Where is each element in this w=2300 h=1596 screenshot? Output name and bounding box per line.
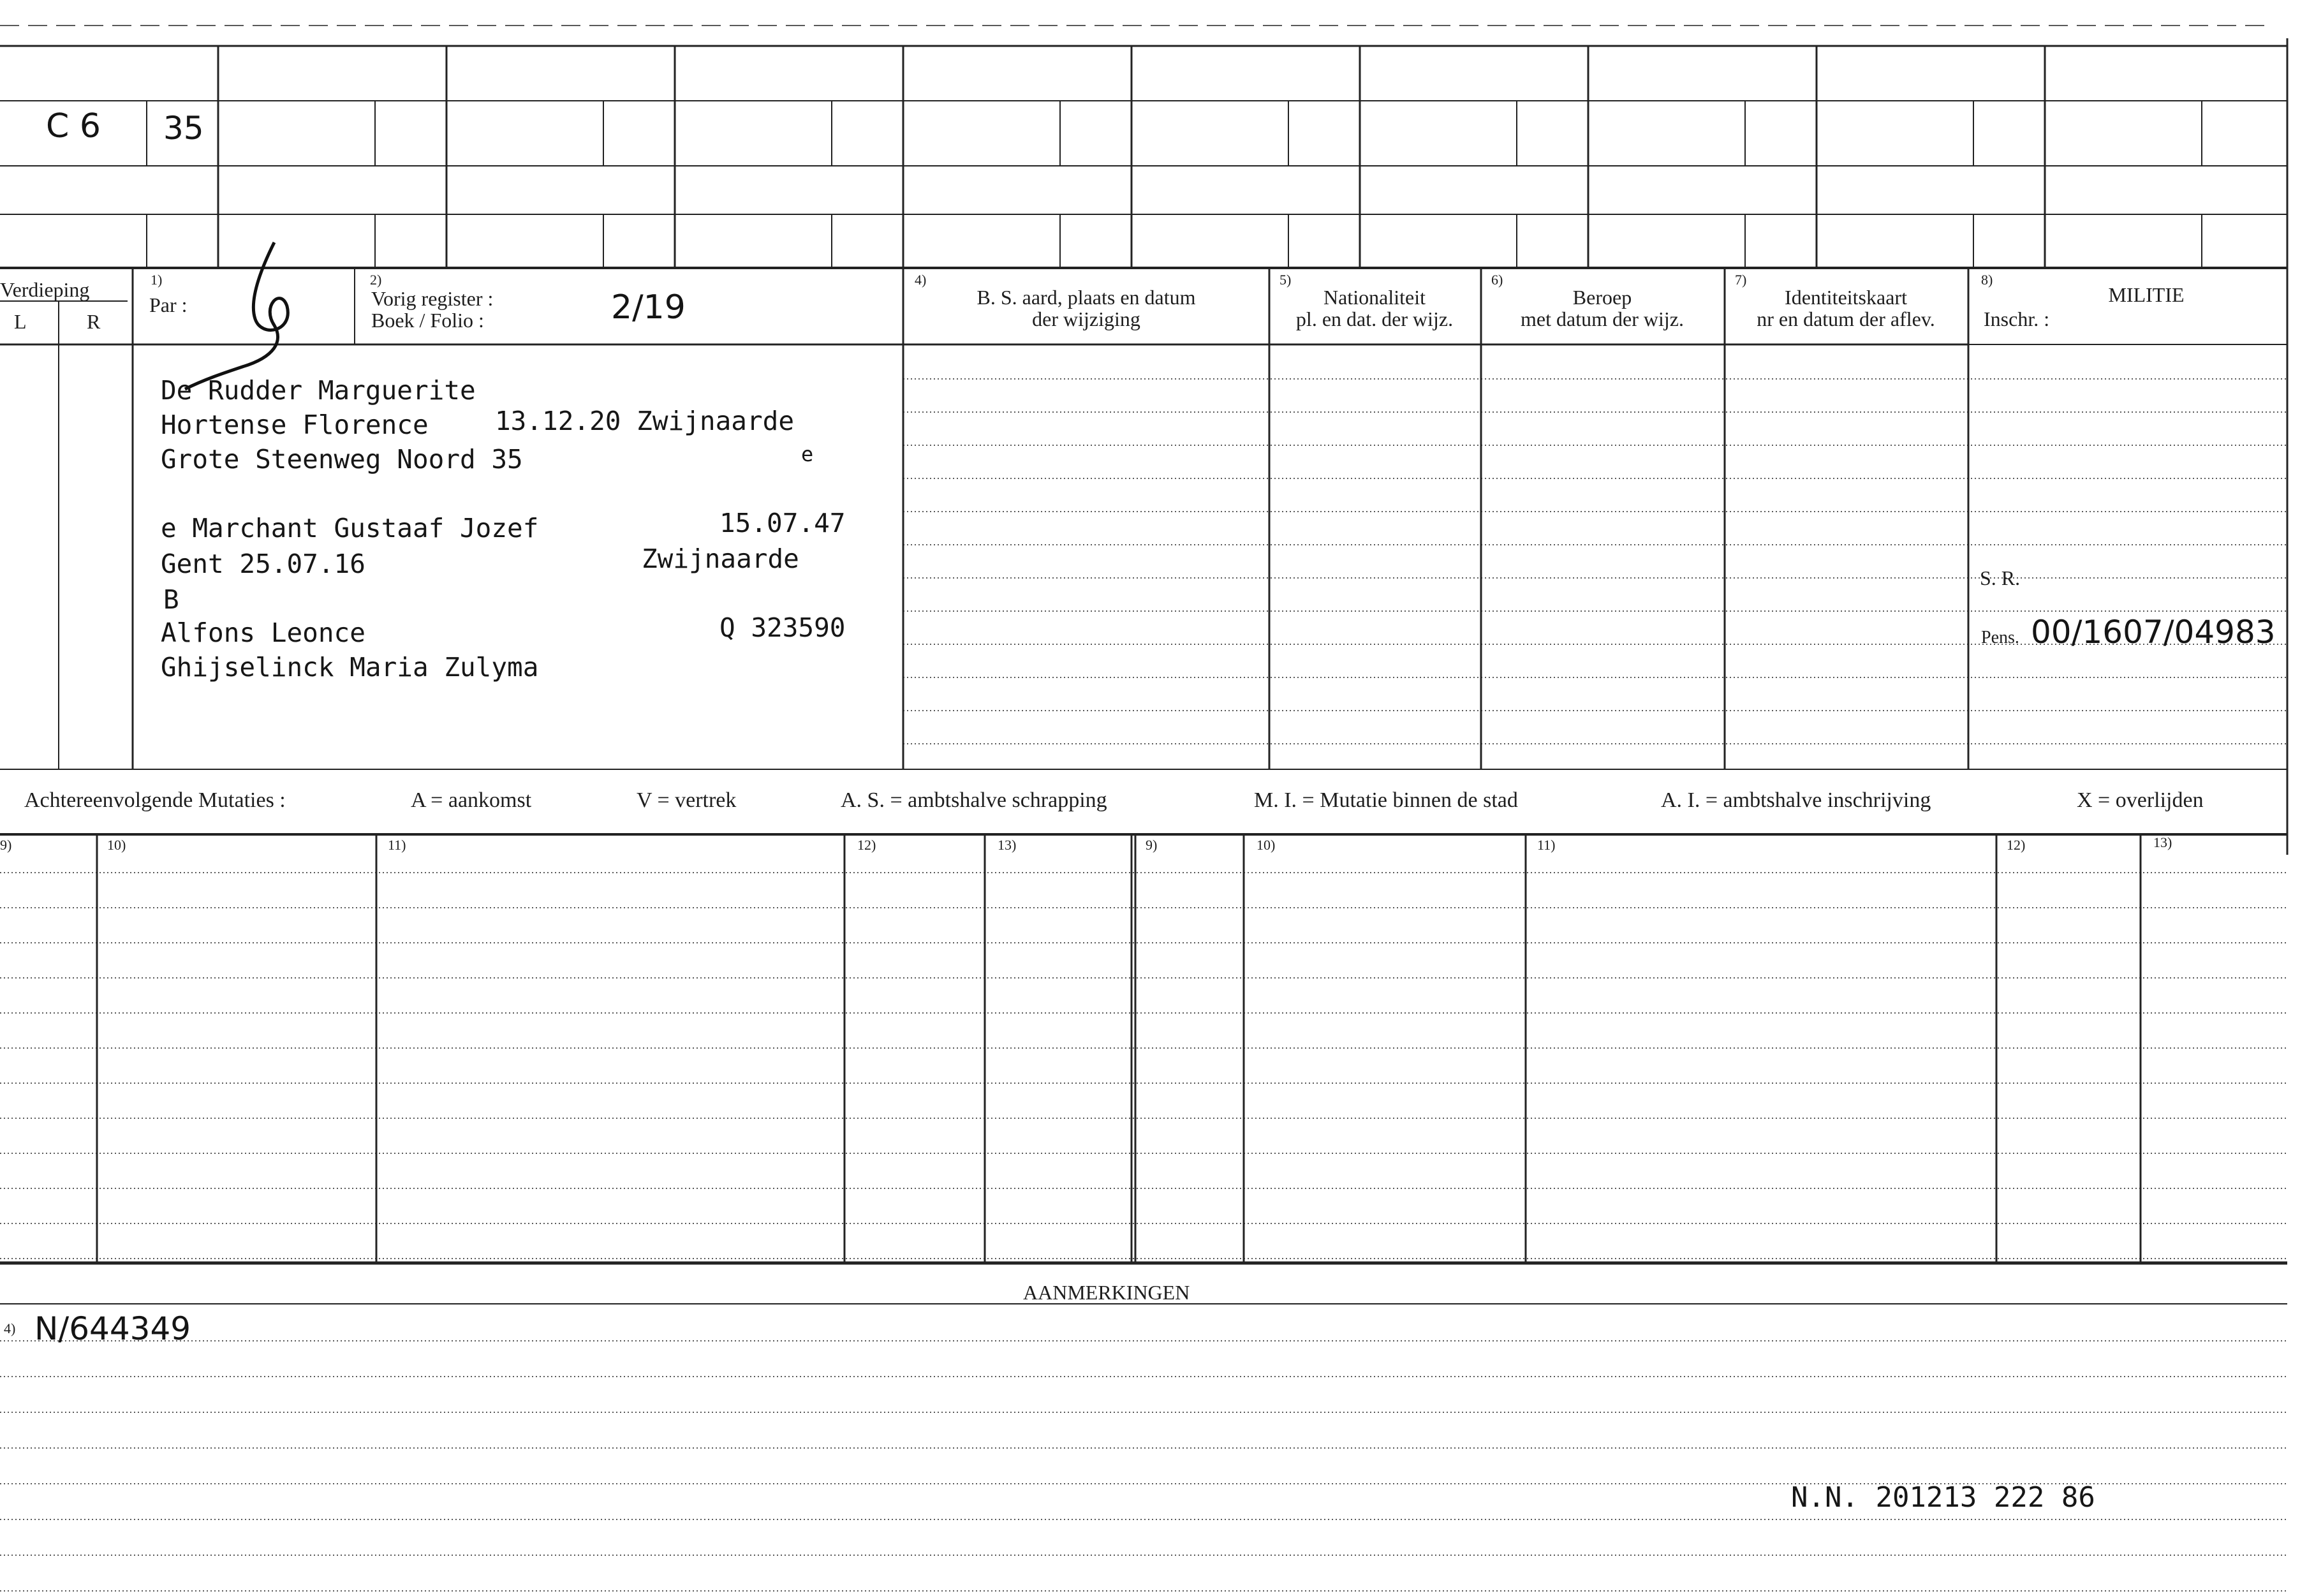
remarks-title: AANMERKINGEN: [1023, 1281, 1190, 1304]
id-label-2: nr en datum der aflev.: [1757, 307, 1935, 330]
mutations-legend-title: Achtereenvolgende Mutaties :: [24, 788, 286, 812]
vorig-register-label: Vorig register :: [371, 287, 494, 310]
person-line-2-birth: 13.12.20 Zwijnaarde: [495, 406, 794, 436]
code-value: C 6: [46, 107, 101, 145]
legend-ambtshalve-schrapping: A. S. = ambtshalve schrapping: [841, 788, 1107, 812]
handwritten-mark: [166, 230, 319, 395]
beroep-label-2: met datum der wijz.: [1521, 307, 1684, 330]
national-number: N.N. 201213 222 86: [1791, 1481, 2095, 1514]
mutation-col-10-left: 10): [107, 837, 126, 853]
person-line-8-mother: Ghijselinck Maria Zulyma: [161, 652, 539, 683]
person-line-3-address: Grote Steenweg Noord 35: [161, 444, 523, 475]
boek-folio-label: Boek / Folio :: [371, 309, 484, 332]
beroep-number: 6): [1491, 272, 1503, 288]
person-line-1: De Rudder Marguerite: [161, 375, 476, 406]
mutation-col-9-right: 9): [1146, 837, 1158, 853]
id-number: 7): [1735, 272, 1747, 288]
floor-right-label: R: [87, 310, 101, 333]
person-line-7-father: Alfons Leonce: [161, 617, 365, 648]
sr-label: S. R.: [1980, 566, 2021, 589]
person-line-5-town: Zwijnaarde: [642, 543, 799, 574]
person-line-5-place: Gent 25.07.16: [161, 549, 365, 579]
remarks-note-number: 4): [4, 1320, 16, 1336]
person-line-4-date: 15.07.47: [719, 508, 846, 538]
militie-label: MILITIE: [2108, 283, 2185, 306]
mutation-col-11-right: 11): [1537, 837, 1556, 853]
house-number-value: 35: [163, 110, 204, 147]
floor-left-label: L: [14, 310, 27, 333]
person-line-3-mark: e: [801, 442, 814, 466]
legend-ambtshalve-inschrijving: A. I. = ambtshalve inschrijving: [1661, 788, 1931, 812]
mutation-col-13-right: 13): [2153, 834, 2172, 850]
pens-value: 00/1607/04983: [2031, 614, 2276, 651]
id-label-1: Identiteitskaart: [1785, 286, 1907, 309]
person-line-6: B: [163, 584, 179, 615]
remarks-note-value: N/644349: [34, 1310, 191, 1347]
mutation-col-10-right: 10): [1257, 837, 1276, 853]
pens-label: Pens.: [1981, 628, 2019, 647]
mutation-col-11-left: 11): [388, 837, 406, 853]
person-line-4-spouse: e Marchant Gustaaf Jozef: [161, 513, 539, 543]
inschrijving-label: Inschr. :: [1984, 307, 2050, 330]
legend-overlijden: X = overlijden: [2077, 788, 2204, 812]
person-line-2-name: Hortense Florence: [161, 410, 429, 440]
nat-label-1: Nationaliteit: [1323, 286, 1426, 309]
mutation-col-9-left: 9): [0, 837, 12, 853]
bs-number: 4): [915, 272, 927, 288]
mutation-col-13-left: 13): [998, 837, 1017, 853]
verdieping-label: Verdieping: [0, 278, 90, 301]
par-number: 1): [151, 272, 163, 288]
boek-folio-value: 2/19: [611, 288, 686, 327]
bs-label-2: der wijziging: [1032, 307, 1140, 330]
vorig-number: 2): [370, 272, 382, 288]
person-line-7-code: Q 323590: [719, 612, 846, 643]
legend-mutatie-binnen-stad: M. I. = Mutatie binnen de stad: [1254, 788, 1518, 812]
nat-number: 5): [1279, 272, 1292, 288]
mutation-col-12-left: 12): [857, 837, 876, 853]
nat-label-2: pl. en dat. der wijz.: [1295, 307, 1454, 330]
legend-vertrek: V = vertrek: [637, 788, 737, 812]
legend-aankomst: A = aankomst: [411, 788, 532, 812]
militie-number: 8): [1981, 272, 1993, 288]
par-label: Par :: [149, 293, 188, 316]
bs-label-1: B. S. aard, plaats en datum: [977, 286, 1196, 309]
beroep-label-1: Beroep: [1572, 286, 1632, 309]
mutation-col-12-right: 12): [2007, 837, 2026, 853]
